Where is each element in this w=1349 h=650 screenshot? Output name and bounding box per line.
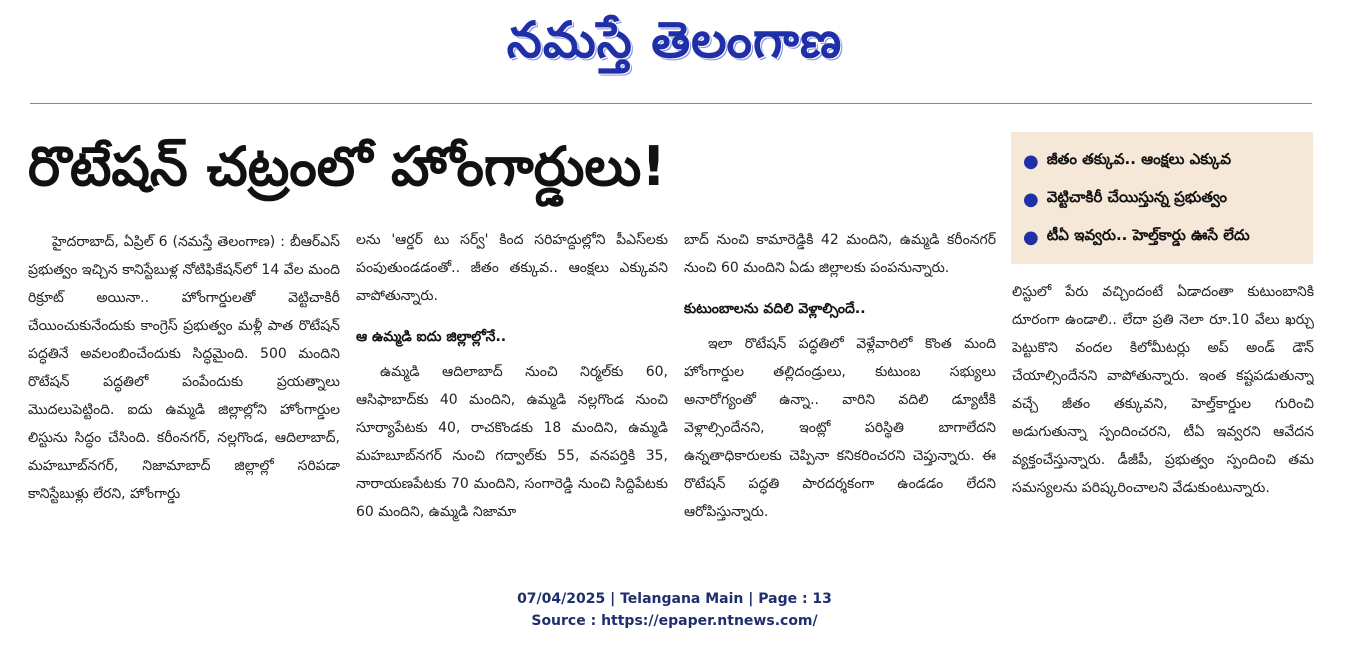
paragraph: లను 'ఆర్డర్ టు సర్వ్' కింద సరిహద్దుల్లోని పీఎస్‌లకు పంపుతుండడంతో.. జీతం తక్కువ.. ఆంక్షలు ఎక్కువని వాపోతున్నారు.: [356, 232, 668, 304]
masthead-logo: నమస్తే తెలంగాణ: [506, 11, 843, 69]
masthead: [0, 0, 1349, 80]
paragraph: హైదరాబాద్, ఏప్రిల్ 6 (నమస్తే తెలంగాణ) : బీఆర్ఎస్ ప్రభుత్వం ఇచ్చిన కానిస్టేబుళ్ల నోటిఫికేషన్‌లో 14 వేల మంది రిక్రూట్ అయినా.. హోంగార్డులతో వెట్టిచాకిరీ చేయించుకునేందుకు కాంగ్రెస్ ప్రభుత్వం మళ్లీ పాత రొటేషన్ పద్ధతినే అవలంబించేందుకు సిద్ధమైంది. 500 మందిని రొటేషన్ పద్ధతిలో పంపేందుకు ప్రయత్నాలు మొదలుపెట్టింది. ఐదు ఉమ్మడి జిల్లాల్లోని హోంగార్డుల లిస్టును సిద్ధం చేసింది. కరీంనగర్, నల్లగొండ, ఆదిలాబాద్, మహబూబ్‌నగర్, నిజామాబాద్ జిల్లాల్లో సరిపడా కానిస్టేబుళ్లు లేరని, హోంగార్డు: [28, 234, 340, 502]
highlight-text: జీతం తక్కువ.. ఆంక్షలు ఎక్కువ: [1046, 150, 1231, 168]
subheading: కుటుంబాలను వదిలి వెళ్లాల్సిందే..: [684, 301, 866, 317]
source-link[interactable]: Source : https://epaper.ntnews.com/: [531, 613, 818, 629]
article-column-1: [28, 228, 340, 558]
highlight-item: [1023, 218, 1305, 256]
paragraph: బాద్ నుంచి కామారెడ్డికి 42 మందిని, ఉమ్మడి కరీంనగర్ నుంచి 60 మందిని ఏడు జిల్లాలకు పంపనున్నారు.: [684, 232, 996, 276]
highlight-item: [1023, 142, 1305, 180]
highlight-text: వెట్టిచాకిరీ చేయిస్తున్న ప్రభుత్వం: [1046, 188, 1228, 206]
article-column-2: [356, 226, 668, 558]
masthead-divider: [30, 103, 1312, 104]
paragraph: ఉమ్మడి ఆదిలాబాద్ నుంచి నిర్మల్‌కు 60, ఆసిఫాబాద్‌కు 40 మందిని, ఉమ్మడి నల్లగొండ నుంచి సూర్యాపేటకు 40, రాచకొండకు 18 మందిని, ఉమ్మడి మహబూబ్‌నగర్ నుంచి గద్వాల్‌కు 55, వనపర్తికి 35, నారాయణపేటకు 70 మందిని, సంగారెడ్డి నుంచి సిద్దిపేటకు 60 మందిని, ఉమ్మడి నిజామా: [356, 364, 668, 520]
subheading: ఆ ఉమ్మడి ఐదు జిల్లాల్లోనే..: [356, 329, 507, 345]
article-column-4: [1012, 278, 1314, 560]
paragraph: ఇలా రొటేషన్ పద్ధతిలో వెళ్లేవారిలో కొంత మంది హోంగార్డుల తల్లిదండ్రులు, కుటుంబ సభ్యులు అనారోగ్యంతో ఉన్నా.. వారిని వదిలి డ్యూటీకి వెళ్లాల్సిందేనని, ఇంట్లో పరిస్థితి బాగాలేదని ఉన్నతాధికారులకు చెప్పినా కనికరించరని చెప్తున్నారు. ఈ రొటేషన్ పద్ధతి పారదర్శకంగా ఉండడం లేదని ఆరోపిస్తున్నారు.: [684, 336, 996, 520]
bullet-icon: ●: [1023, 226, 1039, 248]
page-footer: [0, 588, 1349, 632]
highlights-box: [1011, 132, 1313, 264]
highlight-text: టీఏ ఇవ్వరు.. హెల్త్‌కార్డు ఊసే లేదు: [1046, 226, 1250, 244]
highlight-item: [1023, 180, 1305, 218]
edition-info: 07/04/2025 | Telangana Main | Page : 13: [517, 591, 832, 607]
bullet-icon: ●: [1023, 188, 1039, 210]
paragraph: లిస్టులో పేరు వచ్చిందంటే ఏడాదంతా కుటుంబానికి దూరంగా ఉండాలి.. లేదా ప్రతి నెలా రూ.10 వేలు ఖర్చు పెట్టుకొని వందల కిలోమీటర్లు అప్ అండ్ డౌన్ చేయాల్సిందేనని వాపోతున్నారు. ఇంత కష్టపడుతున్నా వచ్చే జీతం తక్కువని, హెల్త్‌కార్డుల గురించి అడుగుతున్నా స్పందించరని, టీఏ ఇవ్వరని ఆవేదన వ్యక్తంచేస్తున్నారు. డీజీపీ, ప్రభుత్వం స్పందించి తమ సమస్యలను పరిష్కరించాలని వేడుకుంటున్నారు.: [1012, 284, 1314, 496]
bullet-icon: ●: [1023, 150, 1039, 172]
article-headline: రొటేషన్ చట్రంలో హోంగార్డులు!: [28, 135, 666, 198]
article-column-3: [684, 226, 996, 558]
